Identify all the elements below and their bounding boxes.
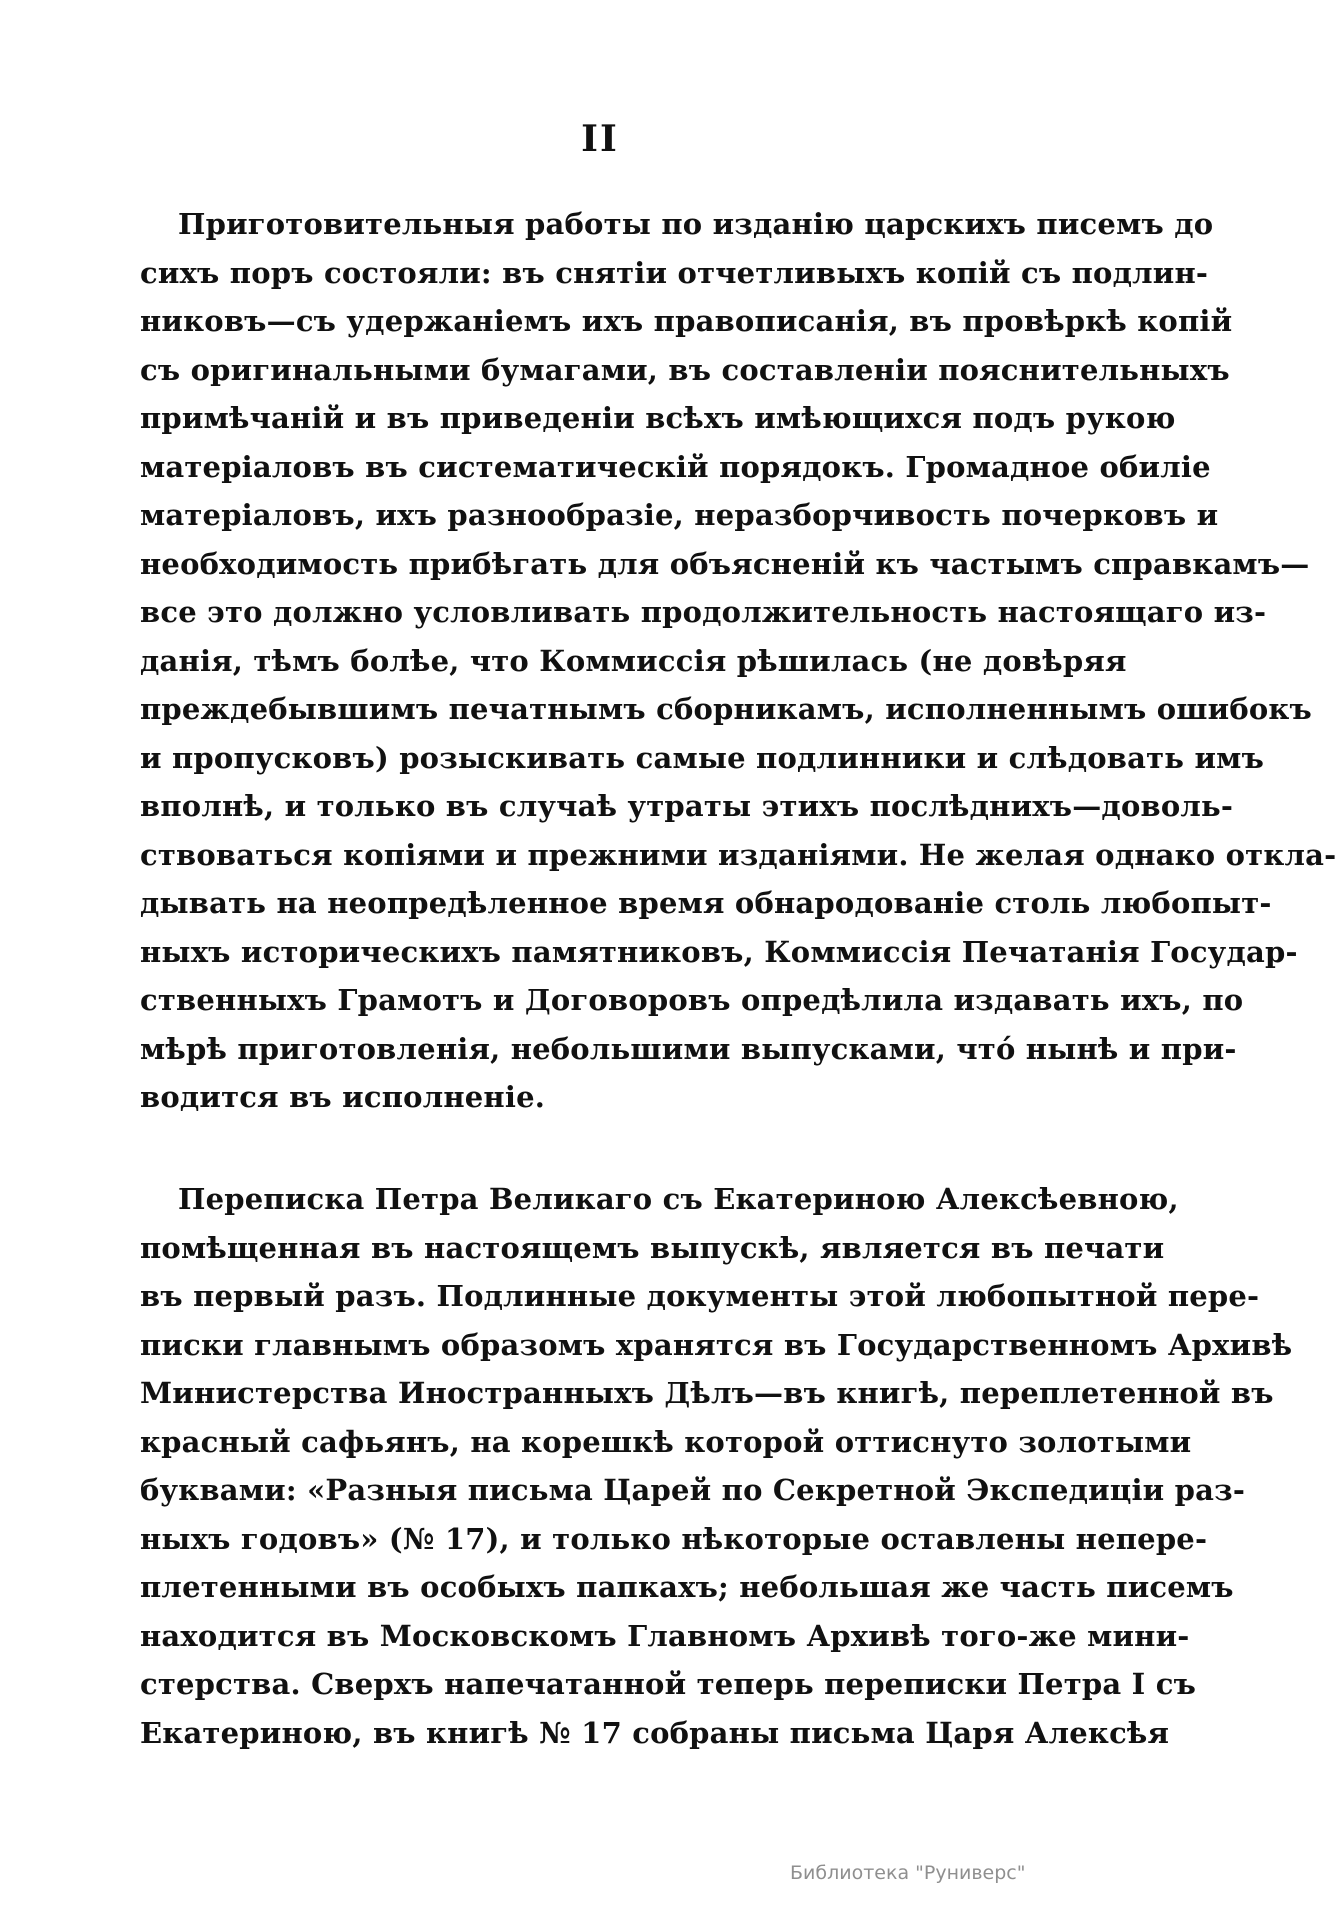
text-line: Министерства Иностранныхъ Дѣлъ—въ книгѣ, переплетенной въ [140, 1376, 1274, 1410]
text-line: данія, тѣмъ болѣе, что Коммиссія рѣшилась (не довѣряя [140, 643, 1127, 678]
text-line: все это должно условливать продолжительность настоящаго из- [140, 595, 1267, 629]
text-line: вполнѣ, и только въ случаѣ утраты этихъ послѣднихъ—доволь- [140, 789, 1234, 823]
text-line: стерства. Сверхъ напечатанной теперь переписки Петра I съ [140, 1667, 1197, 1701]
text-line: буквами: «Разныя письма Царей по Секретной Экспедиціи раз- [140, 1473, 1246, 1507]
text-line: съ оригинальными бумагами, въ составленіи пояснительныхъ [140, 352, 1230, 387]
text-line: Переписка Петра Великаго съ Екатериною Алексѣевною, [178, 1182, 1179, 1216]
text-line: ственныхъ Грамотъ и Договоровъ опредѣлила издавать ихъ, по [140, 983, 1244, 1017]
text-line: необходимость прибѣгать для объясненій къ частымъ справкамъ— [140, 546, 1310, 581]
text-line: писки главнымъ образомъ хранятся въ Государственномъ Архивѣ [140, 1327, 1293, 1362]
text-line: ныхъ годовъ» (№ 17), и только нѣкоторые оставлены непере- [140, 1521, 1208, 1556]
text-line: сихъ поръ состояли: въ снятіи отчетливыхъ копій съ подлин- [140, 255, 1209, 290]
library-watermark: Библиотека "Руниверс" [790, 1862, 1026, 1884]
text-line: никовъ—съ удержаніемъ ихъ правописанія, въ провѣркѣ копій [140, 304, 1233, 338]
text-line: ствоваться копіями и прежними изданіями. Не желая однако откла- [140, 837, 1336, 872]
text-line: красный сафьянъ, на корешкѣ которой оттиснуто золотыми [140, 1424, 1192, 1459]
text-line: матеріаловъ, ихъ разнообразіе, неразборчивость почерковъ и [140, 498, 1219, 532]
text-line: находится въ Московскомъ Главномъ Архивѣ того-же мини- [140, 1618, 1190, 1653]
text-line: помѣщенная въ настоящемъ выпускѣ, является въ печати [140, 1230, 1165, 1265]
text-line: ныхъ историческихъ памятниковъ, Коммиссія Печатанія Государ- [140, 934, 1298, 969]
text-line: водится въ исполненіе. [140, 1080, 546, 1114]
text-line: мѣрѣ приготовленія, небольшими выпусками, что́ нынѣ и при- [140, 1031, 1237, 1066]
text-line: Приготовительныя работы по изданію царскихъ писемъ до [178, 207, 1214, 241]
text-line: преждебывшимъ печатнымъ сборникамъ, исполненнымъ ошибокъ [140, 692, 1313, 726]
paragraph-preparatory-work [140, 200, 1336, 1122]
text-line: и пропусковъ) розыскивать самые подлинники и слѣдовать имъ [140, 740, 1265, 775]
page-number: II [581, 118, 619, 160]
paragraph-correspondence [140, 1175, 1293, 1757]
text-line: плетенными въ особыхъ папкахъ; небольшая же часть писемъ [140, 1570, 1234, 1604]
text-line: примѣчаній и въ приведеніи всѣхъ имѣющихся подъ рукою [140, 401, 1176, 435]
text-line: матеріаловъ въ систематическій порядокъ. Громадное обиліе [140, 449, 1211, 484]
text-line: въ первый разъ. Подлинные документы этой любопытной пере- [140, 1279, 1260, 1313]
text-line: дывать на неопредѣленное время обнародованіе столь любопыт- [140, 886, 1272, 920]
text-line: Екатериною, въ книгѣ № 17 собраны письма Царя Алексѣя [140, 1715, 1170, 1750]
